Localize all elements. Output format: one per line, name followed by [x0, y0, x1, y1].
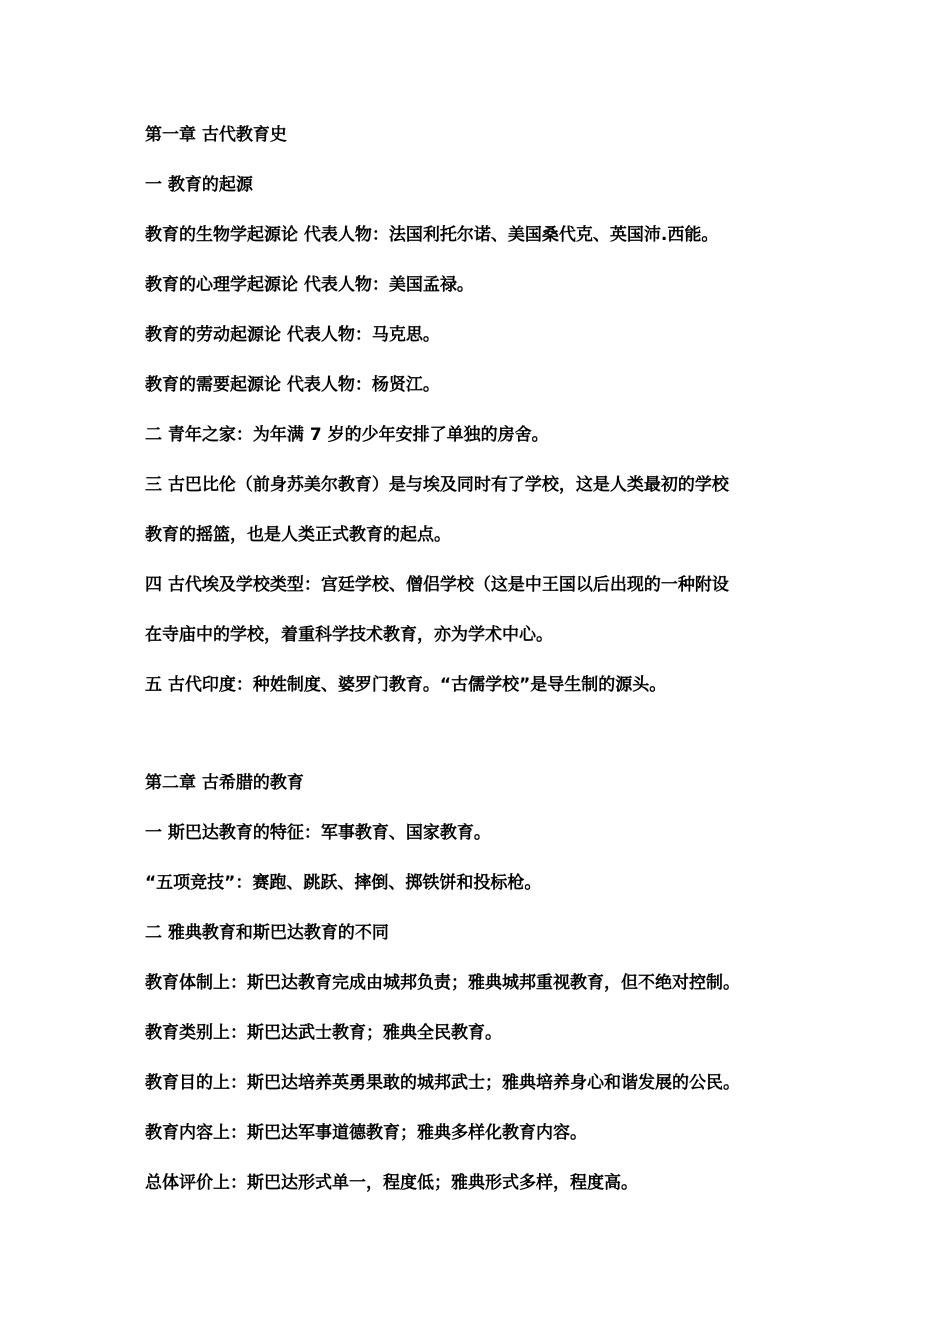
- difference-system: 教育体制上：斯巴达教育完成由城邦负责；雅典城邦重视教育，但不绝对控制。: [145, 973, 740, 993]
- section-heading-origin: 一 教育的起源: [145, 175, 253, 195]
- section-babylon-line1: 三 古巴比伦（前身苏美尔教育）是与埃及同时有了学校，这是人类最初的学校: [145, 475, 729, 495]
- section-youth-house: 二 青年之家：为年满 7 岁的少年安排了单独的房舍。: [145, 425, 549, 445]
- difference-overall: 总体评价上：斯巴达形式单一，程度低；雅典形式多样，程度高。: [145, 1173, 638, 1193]
- chapter-1-title: 第一章 古代教育史: [145, 125, 287, 145]
- origin-biological: 教育的生物学起源论 代表人物：法国利托尔诺、美国桑代克、英国沛.西能。: [145, 225, 719, 245]
- section-egypt-line1: 四 古代埃及学校类型：宫廷学校、僧侣学校（这是中王国以后出现的一种附设: [145, 575, 729, 595]
- origin-labor: 教育的劳动起源论 代表人物：马克思。: [145, 325, 440, 345]
- section-sparta-features: 一 斯巴达教育的特征：军事教育、国家教育。: [145, 823, 491, 843]
- origin-psychological: 教育的心理学起源论 代表人物：美国孟禄。: [145, 275, 474, 295]
- section-india: 五 古代印度：种姓制度、婆罗门教育。“古儒学校”是导生制的源头。: [145, 675, 667, 695]
- difference-content: 教育内容上：斯巴达军事道德教育；雅典多样化教育内容。: [145, 1123, 587, 1143]
- section-egypt-line2: 在寺庙中的学校，着重科学技术教育，亦为学术中心。: [145, 625, 553, 645]
- pentathlon: “五项竞技”：赛跑、跳跃、摔倒、掷铁饼和投标枪。: [145, 873, 542, 893]
- section-heading-differences: 二 雅典教育和斯巴达教育的不同: [145, 923, 389, 943]
- origin-need: 教育的需要起源论 代表人物：杨贤江。: [145, 375, 440, 395]
- difference-category: 教育类别上：斯巴达武士教育；雅典全民教育。: [145, 1023, 502, 1043]
- difference-purpose: 教育目的上：斯巴达培养英勇果敢的城邦武士；雅典培养身心和谐发展的公民。: [145, 1073, 740, 1093]
- chapter-2-title: 第二章 古希腊的教育: [145, 773, 304, 793]
- section-babylon-line2: 教育的摇篮，也是人类正式教育的起点。: [145, 525, 451, 545]
